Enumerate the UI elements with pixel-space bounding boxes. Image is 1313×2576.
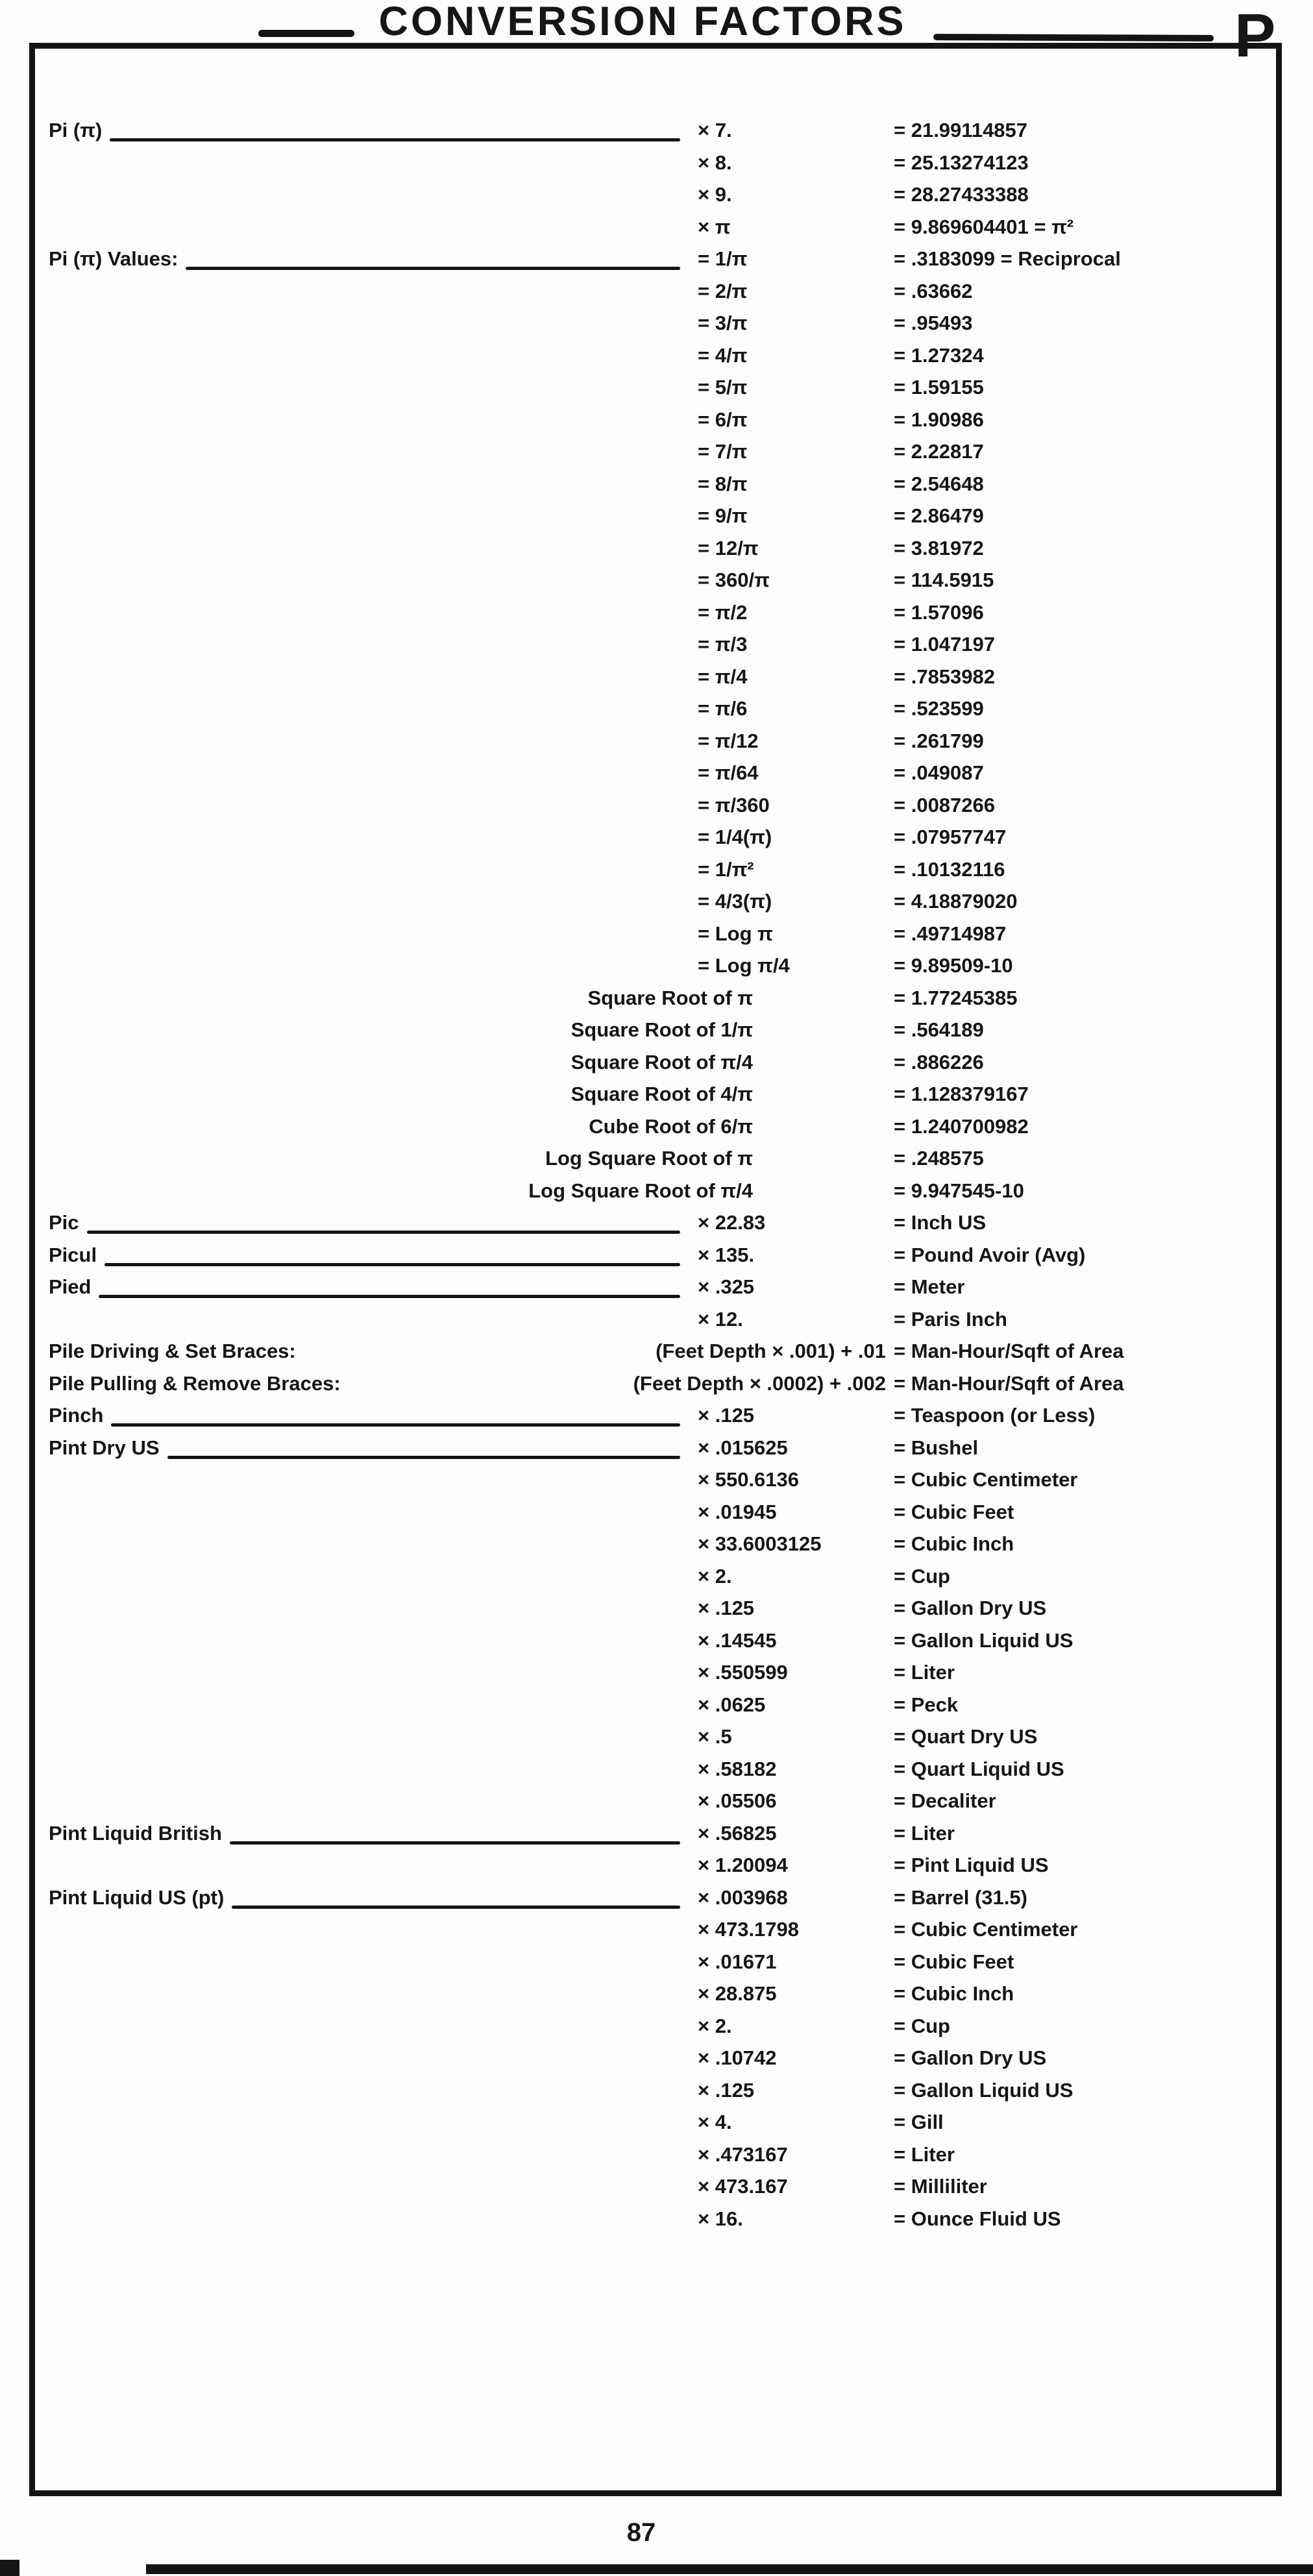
factor-cell: × 2. (698, 1564, 732, 1588)
factor-cell: × .58182 (698, 1757, 777, 1780)
result-cell: = .07957747 (894, 826, 1007, 848)
factor-cell: × 2. (698, 2014, 732, 2037)
factor-cell: Cube Root of 6/π (589, 1114, 753, 1138)
table-row (35, 696, 1276, 728)
result-cell: = 9.947545-10 (894, 1179, 1024, 1202)
result-cell: = Cubic Inch (894, 1532, 1014, 1555)
result-cell: = .049087 (894, 761, 984, 784)
table-row (35, 1338, 1276, 1371)
factor-cell: = 2/π (698, 279, 748, 302)
table-row (35, 857, 1276, 889)
leader-line (111, 1423, 680, 1427)
row-label-group (49, 1274, 683, 1300)
factor-cell: × .0625 (698, 1693, 766, 1716)
result-cell: = Bushel (894, 1436, 979, 1459)
factor-cell: = π/3 (698, 633, 748, 656)
table-row (35, 2142, 1276, 2174)
result-cell: = Cup (894, 1564, 950, 1588)
result-cell: = 1.59155 (894, 376, 984, 399)
result-cell: = .10132116 (894, 857, 1005, 881)
table-row (35, 1081, 1276, 1114)
factor-cell: = 4/π (698, 343, 748, 367)
row-label: Pi (π) Values: (49, 247, 178, 270)
table-row (35, 1821, 1276, 1853)
table-row (35, 407, 1276, 439)
result-cell: = Peck (894, 1693, 959, 1716)
result-cell: = 21.99114857 (894, 119, 1028, 141)
factor-cell: × .003968 (698, 1885, 788, 1909)
table-row (35, 374, 1276, 407)
result-cell: = Cubic Centimeter (894, 1468, 1078, 1491)
factor-cell: × 28.875 (698, 1982, 777, 2005)
table-row (35, 1949, 1276, 1981)
table-row (35, 2045, 1276, 2078)
table-row (35, 1242, 1276, 1275)
row-label-group (49, 117, 683, 143)
factor-cell: = 3/π (698, 312, 748, 334)
factor-cell: × .05506 (698, 1789, 777, 1812)
factor-cell: = π/2 (698, 600, 748, 624)
table-row (35, 343, 1276, 375)
factor-cell: = 5/π (698, 376, 748, 399)
result-cell: = Cubic Centimeter (894, 1918, 1078, 1941)
leader-line (186, 267, 680, 270)
factor-cell: Log Square Root of π/4 (528, 1179, 753, 1202)
row-label: Pint Dry US (49, 1436, 160, 1459)
table-row (35, 953, 1276, 985)
result-cell: = Barrel (31.5) (894, 1885, 1027, 1909)
row-label: Pint Liquid British (49, 1821, 222, 1845)
result-cell: = Gallon Dry US (894, 2046, 1047, 2069)
result-cell: = 1.047197 (894, 633, 996, 656)
factor-cell: Square Root of π/4 (571, 1050, 753, 1073)
table-row (35, 1595, 1276, 1628)
row-label-group (49, 1821, 683, 1846)
table-row (35, 1146, 1276, 1178)
result-cell: = .261799 (894, 729, 984, 752)
row-label: Pi (π) (49, 119, 103, 141)
result-cell: = Quart Liquid US (894, 1757, 1064, 1780)
result-cell: = Pint Liquid US (894, 1854, 1049, 1876)
factor-cell: × 473.1798 (698, 1918, 800, 1941)
factor-cell: Log Square Root of π (545, 1147, 753, 1170)
table-row (35, 503, 1276, 535)
factor-cell: × 1.20094 (698, 1854, 788, 1876)
table-row (35, 1628, 1276, 1660)
result-cell: = 1.57096 (894, 600, 984, 624)
result-cell: = .63662 (894, 279, 973, 302)
result-cell: = .49714987 (894, 922, 1007, 945)
factor-cell: × 9. (698, 183, 732, 206)
row-label-group (49, 1403, 683, 1429)
table-row (35, 1531, 1276, 1564)
result-cell: = 28.27433388 (894, 183, 1029, 206)
result-cell: = .564189 (894, 1018, 984, 1041)
table-row (35, 985, 1276, 1018)
factor-cell: × 16. (698, 2207, 743, 2230)
result-cell: = .886226 (894, 1050, 984, 1073)
row-label: Picul (49, 1243, 97, 1266)
factor-cell: = 8/π (698, 472, 748, 495)
result-cell: = Decaliter (894, 1789, 996, 1812)
result-cell: = .0087266 (894, 793, 996, 816)
factor-cell: Square Root of 4/π (571, 1083, 753, 1105)
title-rule-left (258, 30, 354, 37)
factor-cell: (Feet Depth × .001) + .01 (656, 1340, 886, 1362)
result-cell: = 4.18879020 (894, 890, 1018, 913)
result-cell: = Liter (894, 1821, 955, 1845)
factor-cell: × .473167 (698, 2142, 788, 2166)
table-row (35, 2206, 1276, 2239)
content-box (29, 43, 1282, 2496)
row-label: Pile Driving & Set Braces: (49, 1340, 296, 1362)
factor-cell: × 22.83 (698, 1211, 766, 1234)
result-cell: = Inch US (894, 1211, 987, 1234)
result-cell: = 2.22817 (894, 440, 984, 463)
table-row (35, 1403, 1276, 1435)
page-number: 87 (626, 2518, 656, 2547)
page-title: CONVERSION FACTORS (378, 0, 907, 44)
factor-cell: × 12. (698, 1307, 743, 1331)
table-row (35, 1788, 1276, 1821)
table-row (35, 1435, 1276, 1467)
result-cell: = 9.869604401 = π² (894, 215, 1074, 238)
row-label-group (49, 1210, 683, 1236)
table-row (35, 824, 1276, 857)
factor-cell: × 4. (698, 2111, 732, 2133)
result-cell: = 3.81972 (894, 536, 984, 559)
factor-cell: = 4/3(π) (698, 890, 772, 913)
factor-cell: × .550599 (698, 1661, 788, 1684)
table-row (35, 246, 1276, 278)
table-row (35, 600, 1276, 632)
table-row (35, 1274, 1276, 1306)
factor-cell: = 9/π (698, 504, 748, 527)
table-row (35, 1756, 1276, 1789)
bottom-corner-mark (0, 2560, 19, 2576)
leader-line (230, 1841, 680, 1845)
table-row (35, 1306, 1276, 1339)
factor-cell: = π/4 (698, 665, 748, 688)
result-cell: = 1.128379167 (894, 1083, 1029, 1105)
bottom-scan-bar (146, 2564, 1313, 2574)
result-cell: = Cubic Feet (894, 1500, 1014, 1523)
result-cell: = Gallon Liquid US (894, 1628, 1074, 1652)
factor-cell: = Log π (698, 922, 773, 945)
table-row (35, 760, 1276, 792)
table-row (35, 664, 1276, 696)
leader-line (87, 1231, 680, 1234)
factor-cell: = 12/π (698, 536, 759, 559)
table-row (35, 1049, 1276, 1082)
result-cell: = Gill (894, 2111, 944, 2133)
table-row (35, 1852, 1276, 1885)
result-cell: = Gallon Liquid US (894, 2078, 1074, 2102)
table-row (35, 921, 1276, 953)
factor-cell: = π/64 (698, 761, 759, 784)
factor-cell: × 7. (698, 119, 732, 141)
factor-cell: × 473.167 (698, 2175, 788, 2198)
table-row (35, 310, 1276, 343)
row-label: Pied (49, 1275, 92, 1298)
table-row (35, 2109, 1276, 2142)
factor-cell: × 33.6003125 (698, 1532, 822, 1555)
row-label: Pic (49, 1211, 79, 1234)
table-row (35, 278, 1276, 311)
result-cell: = Cubic Feet (894, 1950, 1014, 1973)
result-cell: = Ounce Fluid US (894, 2207, 1061, 2230)
table-row (35, 1981, 1276, 2013)
leader-line (167, 1456, 680, 1459)
result-cell: = 1.77245385 (894, 986, 1018, 1009)
table-row (35, 567, 1276, 600)
conversion-table (35, 117, 1276, 2238)
table-row (35, 1114, 1276, 1146)
result-cell: = 9.89509-10 (894, 954, 1013, 977)
table-row (35, 632, 1276, 664)
table-row (35, 1692, 1276, 1724)
factor-cell: × .125 (698, 1597, 755, 1619)
result-cell: = Meter (894, 1275, 965, 1298)
factor-cell: × π (698, 215, 731, 238)
result-cell: = .95493 (894, 312, 973, 334)
row-label-group (49, 1435, 683, 1461)
factor-cell: × .14545 (698, 1628, 777, 1652)
table-row (35, 889, 1276, 921)
row-label-group (49, 1885, 683, 1911)
leader-line (232, 1906, 680, 1909)
leader-line (99, 1295, 680, 1298)
table-row (35, 2078, 1276, 2110)
row-label: Pinch (49, 1404, 104, 1427)
table-row (35, 1724, 1276, 1756)
result-cell: = Man-Hour/Sqft of Area (894, 1340, 1124, 1362)
table-row (35, 471, 1276, 504)
result-cell: = .7853982 (894, 665, 996, 688)
factor-cell: Square Root of 1/π (571, 1018, 753, 1041)
factor-cell: × .125 (698, 1404, 755, 1427)
row-label: Pile Pulling & Remove Braces: (49, 1371, 341, 1395)
factor-cell: = π/6 (698, 697, 748, 720)
factor-cell: × .015625 (698, 1436, 788, 1459)
factor-cell: × .325 (698, 1275, 755, 1298)
section-letter: P (1234, 1, 1276, 70)
factor-cell: × 550.6136 (698, 1468, 800, 1491)
factor-cell: = 1/π (698, 247, 748, 270)
result-cell: = Liter (894, 2142, 955, 2166)
table-row (35, 117, 1276, 150)
factor-cell: = π/360 (698, 793, 770, 816)
factor-cell: = Log π/4 (698, 954, 790, 977)
table-row (35, 182, 1276, 214)
result-cell: = 1.27324 (894, 343, 984, 367)
leader-line (104, 1263, 680, 1266)
table-row (35, 1467, 1276, 1499)
factor-cell: × .125 (698, 2078, 755, 2102)
factor-cell: × .10742 (698, 2046, 777, 2069)
factor-cell: (Feet Depth × .0002) + .002 (633, 1371, 886, 1395)
result-cell: = .248575 (894, 1147, 984, 1170)
factor-cell: × .56825 (698, 1821, 777, 1845)
table-row (35, 1564, 1276, 1596)
table-row (35, 1371, 1276, 1403)
table-row (35, 728, 1276, 761)
leader-line (110, 138, 680, 141)
table-row (35, 150, 1276, 182)
table-row (35, 535, 1276, 568)
factor-cell: Square Root of π (587, 986, 753, 1009)
result-cell: = 2.54648 (894, 472, 984, 495)
factor-cell: × .01945 (698, 1500, 777, 1523)
result-cell: = Man-Hour/Sqft of Area (894, 1371, 1124, 1395)
result-cell: = Gallon Dry US (894, 1597, 1047, 1619)
table-row (35, 2013, 1276, 2046)
table-row (35, 1660, 1276, 1692)
table-row (35, 214, 1276, 247)
table-row (35, 1917, 1276, 1949)
row-label-group (49, 246, 683, 272)
result-cell: = Pound Avoir (Avg) (894, 1243, 1086, 1266)
result-cell: = 1.90986 (894, 408, 984, 431)
result-cell: = .523599 (894, 697, 984, 720)
factor-cell: × .5 (698, 1725, 732, 1748)
result-cell: = Liter (894, 1661, 955, 1684)
result-cell: = Cubic Inch (894, 1982, 1014, 2005)
factor-cell: × .01671 (698, 1950, 777, 1973)
result-cell: = 25.13274123 (894, 151, 1029, 174)
factor-cell: = 1/π² (698, 857, 754, 881)
factor-cell: × 8. (698, 151, 732, 174)
row-label-group (49, 1242, 683, 1268)
table-row (35, 1210, 1276, 1242)
table-row (35, 439, 1276, 471)
result-cell: = 1.240700982 (894, 1114, 1029, 1138)
result-cell: = Paris Inch (894, 1307, 1007, 1331)
factor-cell: = 360/π (698, 569, 770, 591)
title-rule-right (933, 34, 1214, 42)
table-row (35, 1017, 1276, 1049)
factor-cell: = 6/π (698, 408, 748, 431)
result-cell: = .3183099 = Reciprocal (894, 247, 1121, 270)
result-cell: = Teaspoon (or Less) (894, 1404, 1096, 1427)
factor-cell: = π/12 (698, 729, 759, 752)
result-cell: = 114.5915 (894, 569, 994, 591)
result-cell: = 2.86479 (894, 504, 984, 527)
table-row (35, 792, 1276, 825)
table-row (35, 1499, 1276, 1532)
table-row (35, 1178, 1276, 1210)
result-cell: = Cup (894, 2014, 950, 2037)
factor-cell: × 135. (698, 1243, 755, 1266)
table-row (35, 1885, 1276, 1917)
table-row (35, 2174, 1276, 2206)
result-cell: = Milliliter (894, 2175, 987, 2198)
row-label: Pint Liquid US (pt) (49, 1885, 225, 1909)
factor-cell: = 1/4(π) (698, 826, 772, 848)
factor-cell: = 7/π (698, 440, 748, 463)
result-cell: = Quart Dry US (894, 1725, 1038, 1748)
